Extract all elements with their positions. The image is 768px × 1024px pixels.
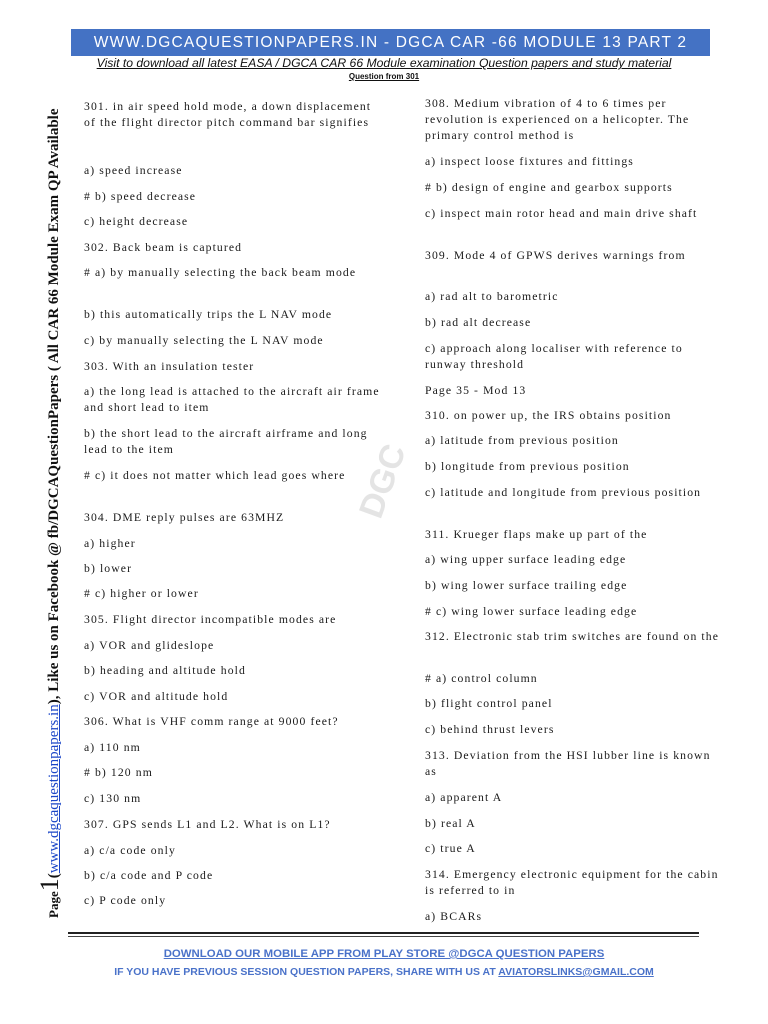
option-303-a: a) the long lead is attached to the aircraft air frame and short lead to item [84, 385, 380, 414]
option-312-b: b) flight control panel [425, 697, 553, 710]
question-302: 302. Back beam is captured [84, 241, 243, 254]
footer-divider [68, 932, 699, 934]
option-307-a: a) c/a code only [84, 844, 176, 857]
option-302-b: b) this automatically trips the L NAV mode [84, 308, 333, 321]
option-307-c: c) P code only [84, 894, 167, 907]
option-308-b: # b) design of engine and gearbox supports [425, 181, 673, 194]
option-306-c: c) 130 nm [84, 792, 142, 805]
website-link[interactable]: www.dgcaquestionpapers.in [46, 704, 62, 874]
open-paren: ( [46, 873, 62, 879]
option-305-c: c) VOR and altitude hold [84, 690, 229, 703]
question-314: 314. Emergency electronic equipment for the cabin is referred to in [425, 868, 719, 897]
footer-share-text [0, 966, 768, 978]
question-306: 306. What is VHF comm range at 9000 feet? [84, 715, 339, 728]
option-301-c: c) height decrease [84, 215, 189, 228]
option-308-c: c) inspect main rotor head and main drive shaft [425, 207, 698, 220]
facebook-text: ), Like us on Facebook @ fb/DGCAQuestionPapers ( All CAR 66 Module Exam QP Available [46, 108, 62, 705]
footer-divider-thin [68, 936, 699, 937]
option-306-a: a) 110 nm [84, 741, 141, 754]
sidebar-vertical-text [33, 108, 83, 918]
page-reference: Page 35 - Mod 13 [425, 384, 527, 397]
question-301: 301. in air speed hold mode, a down displacement of the flight director pitch command bar signifies [84, 100, 372, 129]
question-312: 312. Electronic stab trim switches are found on the [425, 630, 720, 643]
option-305-a: a) VOR and glideslope [84, 639, 215, 652]
option-301-a: a) speed increase [84, 164, 183, 177]
option-313-b: b) real A [425, 817, 476, 830]
option-304-c: # c) higher or lower [84, 587, 199, 600]
question-303: 303. With an insulation tester [84, 360, 255, 373]
watermark: DGC [352, 439, 414, 524]
footer-share-prefix: IF YOU HAVE PREVIOUS SESSION QUESTION PAPERS, SHARE WITH US AT [114, 966, 499, 978]
option-310-b: b) longitude from previous position [425, 460, 630, 473]
option-302-c: c) by manually selecting the L NAV mode [84, 334, 324, 347]
question-305: 305. Flight director incompatible modes are [84, 613, 337, 626]
option-303-b: b) the short lead to the aircraft airframe and long lead to the item [84, 427, 368, 456]
option-312-a: # a) control column [425, 672, 538, 685]
option-302-a: # a) by manually selecting the back beam mode [84, 266, 357, 279]
option-313-c: c) true A [425, 842, 476, 855]
question-313: 313. Deviation from the HSI lubber line is known as [425, 749, 711, 778]
option-311-a: a) wing upper surface leading edge [425, 553, 627, 566]
option-304-a: a) higher [84, 537, 136, 550]
option-311-c: # c) wing lower surface leading edge [425, 605, 638, 618]
question-from-label: Question from 301 [348, 72, 420, 81]
option-311-b: b) wing lower surface trailing edge [425, 579, 628, 592]
question-307: 307. GPS sends L1 and L2. What is on L1? [84, 818, 331, 831]
option-310-a: a) latitude from previous position [425, 434, 619, 447]
option-304-b: b) lower [84, 562, 133, 575]
question-311: 311. Krueger flaps make up part of the [425, 528, 648, 541]
option-309-b: b) rad alt decrease [425, 316, 532, 329]
option-309-c: c) approach along localiser with reference to runway threshold [425, 342, 683, 371]
footer-app-link[interactable]: DOWNLOAD OUR MOBILE APP FROM PLAY STORE @DGCA QUESTION PAPERS [163, 948, 605, 960]
question-309: 309. Mode 4 of GPWS derives warnings from [425, 249, 686, 262]
option-305-b: b) heading and altitude hold [84, 664, 246, 677]
option-312-c: c) behind thrust levers [425, 723, 555, 736]
page-label: Page [46, 891, 61, 918]
visit-link[interactable]: Visit to download all latest EASA / DGCA CAR 66 Module examination Question papers and study material [96, 56, 672, 70]
header-banner[interactable]: WWW.DGCAQUESTIONPAPERS.IN - DGCA CAR -66 MODULE 13 PART 2 [71, 29, 710, 56]
option-303-c: # c) it does not matter which lead goes where [84, 469, 346, 482]
option-310-c: c) latitude and longitude from previous position [425, 486, 702, 499]
footer-email-link[interactable]: AVIATORSLINKS@GMAIL.COM [498, 966, 654, 978]
option-314-a: a) BCARs [425, 910, 483, 923]
option-307-b: b) c/a code and P code [84, 869, 214, 882]
option-313-a: a) apparent A [425, 791, 503, 804]
option-309-a: a) rad alt to barometric [425, 290, 559, 303]
question-304: 304. DME reply pulses are 63MHZ [84, 511, 285, 524]
option-308-a: a) inspect loose fixtures and fittings [425, 155, 634, 168]
option-301-b: # b) speed decrease [84, 190, 197, 203]
question-310: 310. on power up, the IRS obtains position [425, 409, 672, 422]
question-308: 308. Medium vibration of 4 to 6 times per revolution is experienced on a helicopter. The primary control method is [425, 97, 690, 142]
page-number: 1 [35, 878, 64, 892]
option-306-b: # b) 120 nm [84, 766, 153, 779]
